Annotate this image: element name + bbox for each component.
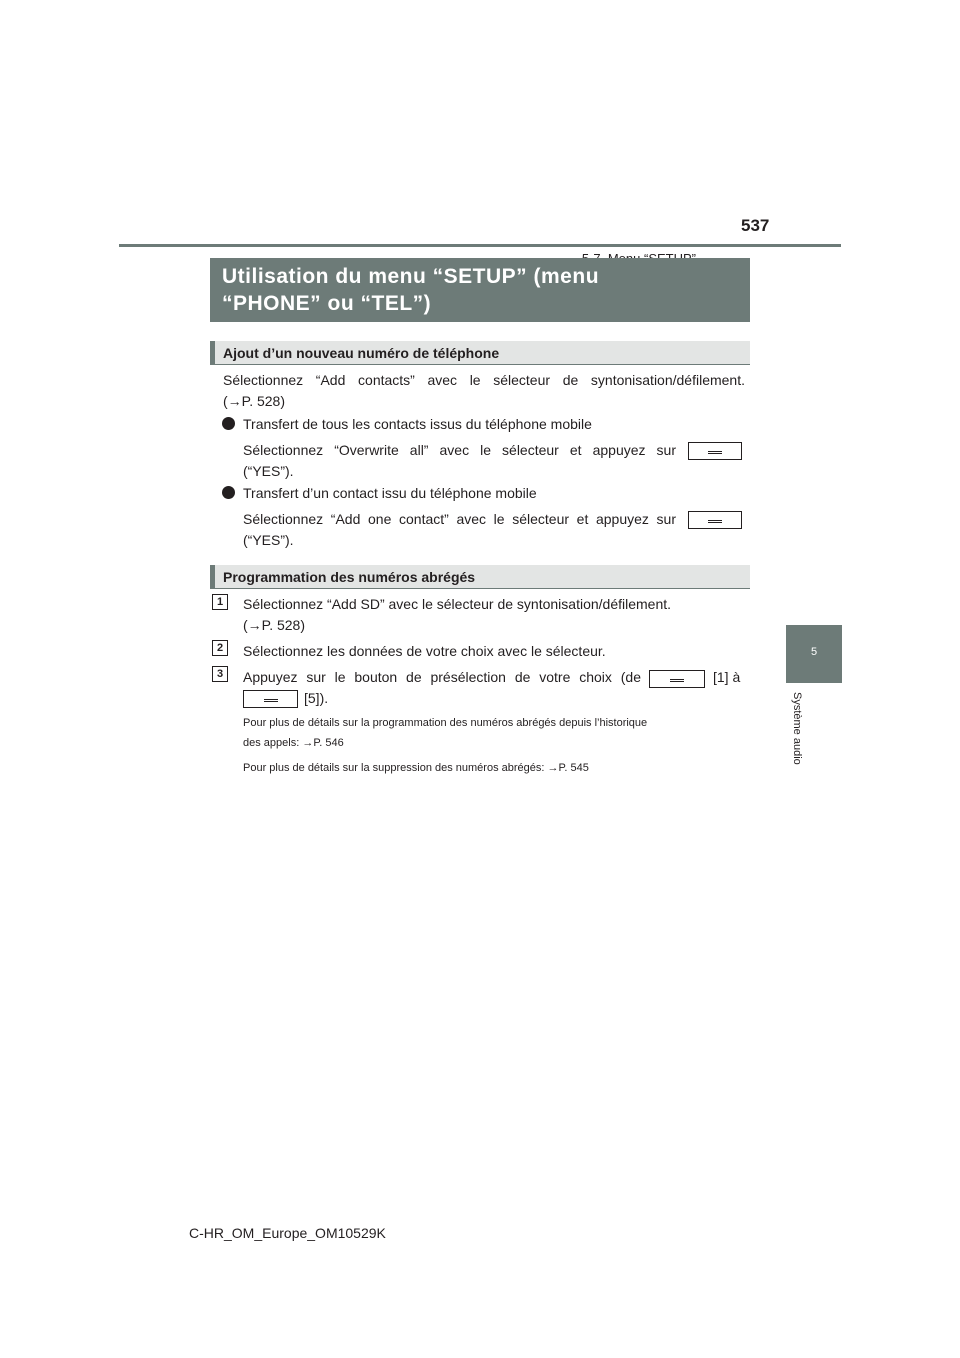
bullet-title: Transfert de tous les contacts issus du téléphone mobile bbox=[243, 416, 592, 432]
step-number: 1 bbox=[212, 594, 228, 610]
header-rule bbox=[119, 244, 841, 247]
section-heading-speed-dials: Programmation des numéros abrégés bbox=[210, 565, 750, 589]
page-title-line2: “PHONE” ou “TEL”) bbox=[222, 292, 432, 315]
bullet-transfer-all-line2: (“YES”). bbox=[243, 463, 294, 479]
add-intro-line1: Sélectionnez “Add contacts” avec le sélecteur de syntonisation/défilement. bbox=[223, 372, 745, 388]
section-heading-add-number: Ajout d’un nouveau numéro de téléphone bbox=[210, 341, 750, 365]
bullet-dot-icon bbox=[222, 417, 235, 430]
step-number: 2 bbox=[212, 640, 228, 656]
page-number: 537 bbox=[741, 216, 770, 235]
add-intro-line2: (→P. 528) bbox=[223, 393, 285, 409]
step-3-line1-end: [1] à bbox=[713, 669, 741, 685]
page-title-line1: Utilisation du menu “SETUP” (menu bbox=[222, 265, 600, 288]
preset-button-icon bbox=[649, 670, 705, 688]
bullet-transfer-all-line1: Sélectionnez “Overwrite all” avec le sélecteur et appuyez sur bbox=[243, 442, 676, 458]
step-1-line1: Sélectionnez “Add SD” avec le sélecteur de syntonisation/défilement. bbox=[243, 596, 672, 612]
note-history-line1: Pour plus de détails sur la programmation des numéros abrégés depuis l’historique bbox=[243, 717, 648, 729]
step-1-line2: (→P. 528) bbox=[243, 617, 305, 633]
chapter-tab[interactable] bbox=[786, 625, 842, 683]
bullet-title: Transfert d’un contact issu du téléphone mobile bbox=[243, 485, 537, 501]
step-number: 3 bbox=[212, 666, 228, 682]
bullet-transfer-all bbox=[222, 414, 592, 435]
chapter-number: 5 bbox=[810, 646, 818, 658]
bullet-transfer-one bbox=[222, 483, 537, 504]
chapter-label: Système audio bbox=[791, 692, 803, 765]
step-3-line2: [5]). bbox=[304, 690, 329, 706]
note-history-line2: des appels: →P. 546 bbox=[243, 737, 344, 749]
step-3-line1: Appuyez sur le bouton de présélection de votre choix (de bbox=[243, 669, 641, 685]
bullet-transfer-one-line2: (“YES”). bbox=[243, 532, 294, 548]
document-code: C-HR_OM_Europe_OM10529K bbox=[189, 1225, 386, 1241]
bullet-transfer-one-line1: Sélectionnez “Add one contact” avec le sélecteur et appuyez sur bbox=[243, 511, 676, 527]
page-title bbox=[210, 258, 750, 322]
screen-button-icon bbox=[688, 511, 742, 529]
note-delete: Pour plus de détails sur la suppression des numéros abrégés: →P. 545 bbox=[243, 762, 589, 774]
screen-button-icon bbox=[688, 442, 742, 460]
bullet-dot-icon bbox=[222, 486, 235, 499]
preset-button-icon bbox=[243, 690, 298, 708]
step-2-line1: Sélectionnez les données de votre choix avec le sélecteur. bbox=[243, 643, 606, 659]
